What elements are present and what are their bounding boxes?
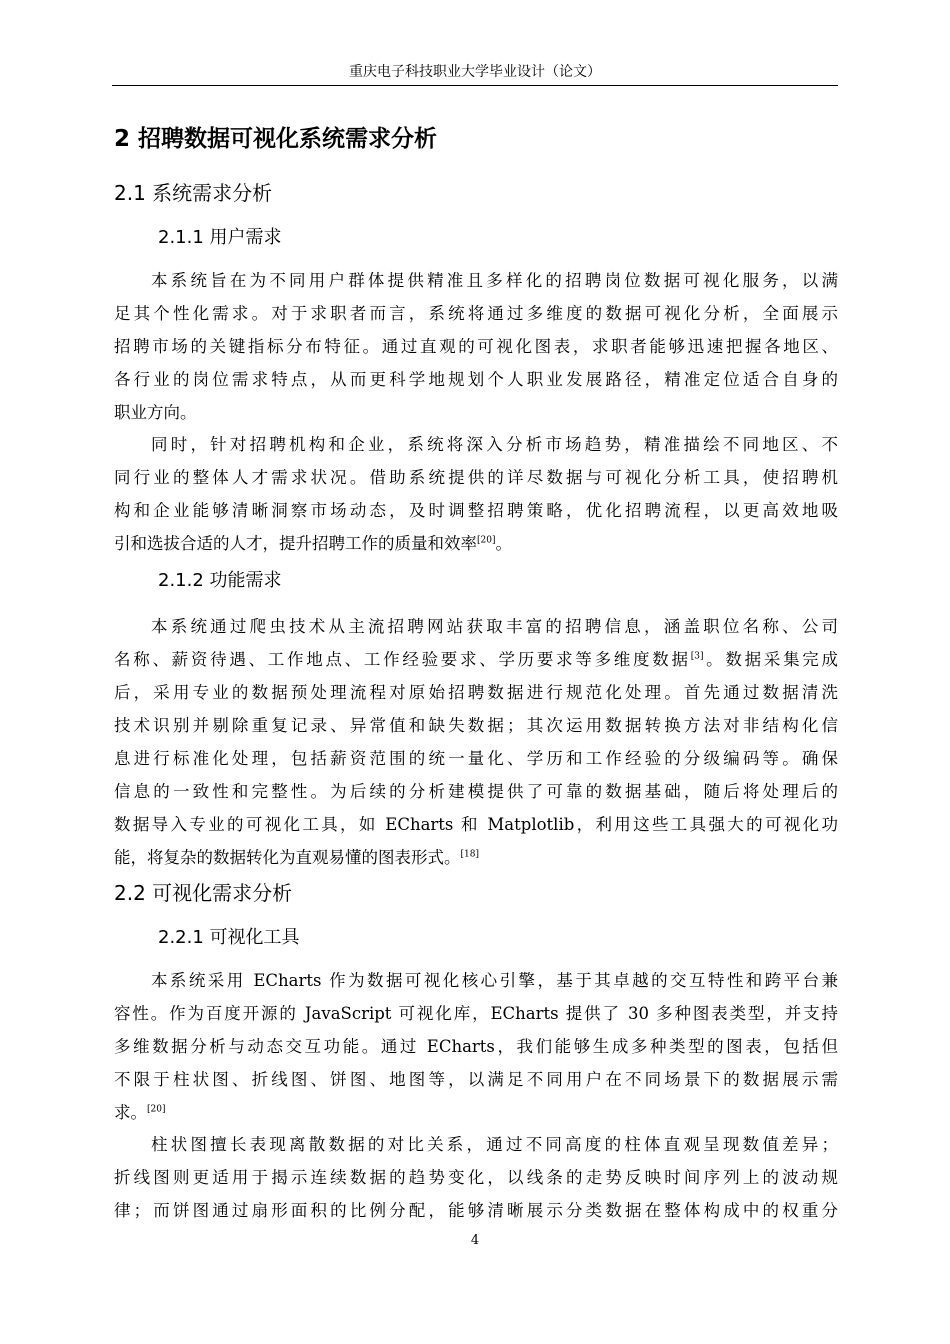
text-line: 律；而饼图通过扇形面积的比例分配，能够清晰展示分类数据在整体构成中的权重分: [114, 1201, 838, 1220]
citation-ref: [18]: [460, 849, 479, 860]
text-line: 本系统旨在为不同用户群体提供精准且多样化的招聘岗位数据可视化服务，以满: [151, 271, 838, 290]
paragraph-visualization-tool-1: [114, 964, 838, 1129]
subsection-heading-2-1-1: 2.1.1 用户需求: [158, 227, 282, 248]
text-run: 引和选拔合适的人才，提升招聘工作的质量和效率: [114, 534, 477, 553]
subsection-heading-2-1-2: 2.1.2 功能需求: [158, 570, 282, 591]
text-line: 数据导入专业的可视化工具，如 ECharts 和 Matplotlib，利用这些工具强大的可视化功: [114, 815, 838, 834]
citation-ref: [20]: [477, 535, 496, 546]
section-heading-2-1: 2.1 系统需求分析: [114, 181, 273, 205]
text-line: 构和企业能够清晰洞察市场动态，及时调整招聘策略，优化招聘流程，以更高效地吸: [114, 501, 838, 520]
text-line: [114, 527, 838, 560]
text-line: 本系统通过爬虫技术从主流招聘网站获取丰富的招聘信息，涵盖职位名称、公司: [151, 617, 838, 636]
text-run: 求。: [114, 1103, 147, 1122]
text-line: 多维数据分析与动态交互功能。通过 ECharts，我们能够生成多种类型的图表，包括但: [114, 1037, 838, 1056]
text-line: 不限于柱状图、折线图、饼图、地图等，以满足不同用户在不同场景下的数据展示需: [114, 1070, 838, 1089]
text-run: 能，将复杂的数据转化为直观易懂的图表形式。: [114, 848, 461, 867]
section-heading-2-2: 2.2 可视化需求分析: [114, 881, 293, 905]
text-line: 信息的一致性和完整性。为后续的分析建模提供了可靠的数据基础，随后将处理后的: [114, 782, 838, 801]
text-line: 同行业的整体人才需求状况。借助系统提供的详尽数据与可视化分析工具，使招聘机: [114, 468, 838, 487]
text-line: 同时，针对招聘机构和企业，系统将深入分析市场趋势，精准描绘不同地区、不: [151, 435, 838, 454]
running-header: 重庆电子科技职业大学毕业设计（论文）: [349, 64, 601, 80]
paragraph-user-needs-1: [114, 264, 838, 429]
subsection-heading-2-2-1: 2.2.1 可视化工具: [158, 927, 300, 948]
chapter-title: 2 招聘数据可视化系统需求分析: [114, 126, 438, 152]
text-line: 后，采用专业的数据预处理流程对原始招聘数据进行规范化处理。首先通过数据清洗: [114, 683, 838, 702]
paragraph-function-needs: [114, 610, 838, 874]
text-line: [114, 841, 838, 874]
text-line: 技术识别并剔除重复记录、异常值和缺失数据；其次运用数据转换方法对非结构化信: [114, 716, 838, 735]
page-number: 4: [470, 1233, 480, 1248]
text-run: 名称、薪资待遇、工作地点、工作经验要求、学历要求等多维度数据: [114, 650, 691, 669]
text-line: 容性。作为百度开源的 JavaScript 可视化库，ECharts 提供了 30 多种图表类型，并支持: [114, 1004, 838, 1023]
text-line: 各行业的岗位需求特点，从而更科学地规划个人职业发展路径，精准定位适合自身的: [114, 370, 838, 389]
text-run: 。: [495, 534, 512, 553]
paragraph-visualization-tool-2: [114, 1128, 838, 1227]
text-line: 招聘市场的关键指标分布特征。通过直观的可视化图表，求职者能够迅速把握各地区、: [114, 337, 838, 356]
text-line: 职业方向。: [114, 403, 197, 422]
citation-ref: [20]: [147, 1104, 166, 1115]
text-line: 足其个性化需求。对于求职者而言，系统将通过多维度的数据可视化分析，全面展示: [114, 304, 838, 323]
text-line: [114, 643, 838, 676]
text-line: 柱状图擅长表现离散数据的对比关系，通过不同高度的柱体直观呈现数值差异；: [151, 1135, 838, 1154]
text-line: 本系统采用 ECharts 作为数据可视化核心引擎，基于其卓越的交互特性和跨平台兼: [151, 971, 838, 990]
text-line: 折线图则更适用于揭示连续数据的趋势变化，以线条的走势反映时间序列上的波动规: [114, 1168, 838, 1187]
text-line: 息进行标准化处理，包括薪资范围的统一量化、学历和工作经验的分级编码等。确保: [114, 749, 838, 768]
citation-ref: [3]: [690, 651, 704, 662]
text-run: 。数据采集完成: [703, 650, 839, 669]
header-rule: [112, 85, 838, 86]
paragraph-user-needs-2: [114, 428, 838, 560]
text-line: [114, 1096, 838, 1129]
